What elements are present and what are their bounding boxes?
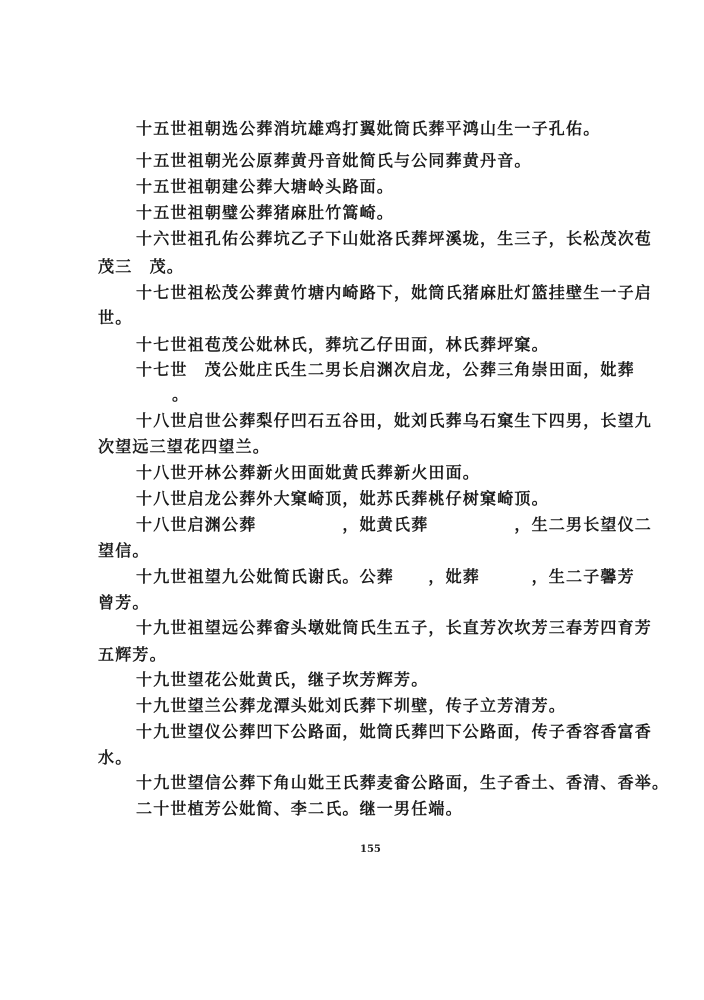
text-line: 十八世启世公葬梨仔凹石五谷田，妣刘氏葬乌石窠生下四男，长望九 (136, 411, 653, 430)
text-line: 十八世启渊公葬 ，妣黄氏葬 ，生二男长望仪二 (136, 515, 653, 534)
text-line: 十九世祖望九公妣简氏谢氏。公葬 ，妣葬 ，生二子馨芳 (136, 567, 635, 586)
text-line: 水。 (98, 748, 133, 767)
text-line: 五辉芳。 (98, 645, 167, 664)
text-line: 十九世祖望远公葬畲头墩妣筒氏生五子，长直芳次坎芳三春芳四育芳 (136, 618, 653, 637)
text-line: 十六世祖孔佑公葬坑乙子下山妣洛氏葬坪溪垅，生三子，长松茂次苞 (136, 229, 653, 248)
text-line: 茂三 茂。 (98, 257, 185, 276)
text-line: 二十世植芳公妣简、李二氏。继一男任端。 (136, 799, 463, 818)
text-line: 十五世祖朝光公原葬黄丹音妣简氏与公同葬黄丹音。 (136, 151, 532, 170)
text-line: 望信。 (98, 541, 150, 560)
text-line: 十九世望兰公葬龙潭头妣刘氏葬下圳壁，传子立芳清芳。 (136, 696, 567, 715)
page-number: 155 (360, 844, 381, 855)
text-line: 曾芳。 (98, 593, 150, 612)
text-line: 十五世祖朝建公葬大塘岭头路面。 (136, 177, 395, 196)
text-line: 十七世祖苞茂公妣林氏，葬坑乙仔田面，林氏葬坪窠。 (136, 335, 549, 354)
text-line: 十七世 茂公妣庄氏生二男长启渊次启龙，公葬三角崇田面，妣葬 (136, 360, 635, 379)
text-line: 次望远三望花四望兰。 (98, 437, 271, 456)
text-line: 十九世望信公葬下角山妣王氏葬麦畲公路面，生子香土、香清、香举。 (136, 773, 670, 792)
text-line: 世。 (98, 308, 133, 327)
text-line: 十八世启龙公葬外大窠崎顶，妣苏氏葬桃仔树窠崎顶。 (136, 489, 549, 508)
text-line: 十五世祖朝选公葬消坑雄鸡打翼妣筒氏葬平鸿山生一子孔佑。 (136, 119, 601, 138)
text-line: 十七世祖松茂公葬黄竹塘内崎路下，妣筒氏猪麻肚灯篮挂壁生一子启 (136, 283, 653, 302)
text-line: 。 (172, 385, 190, 404)
text-line: 十九世望花公妣黄氏，继子坎芳辉芳。 (136, 670, 429, 689)
text-line: 十八世开林公葬新火田面妣黄氏葬新火田面。 (136, 463, 481, 482)
text-line: 十五世祖朝璧公葬猪麻肚竹篙崎。 (136, 203, 395, 222)
text-line: 十九世望仪公葬凹下公路面，妣筒氏葬凹下公路面，传子香容香富香 (136, 722, 653, 741)
